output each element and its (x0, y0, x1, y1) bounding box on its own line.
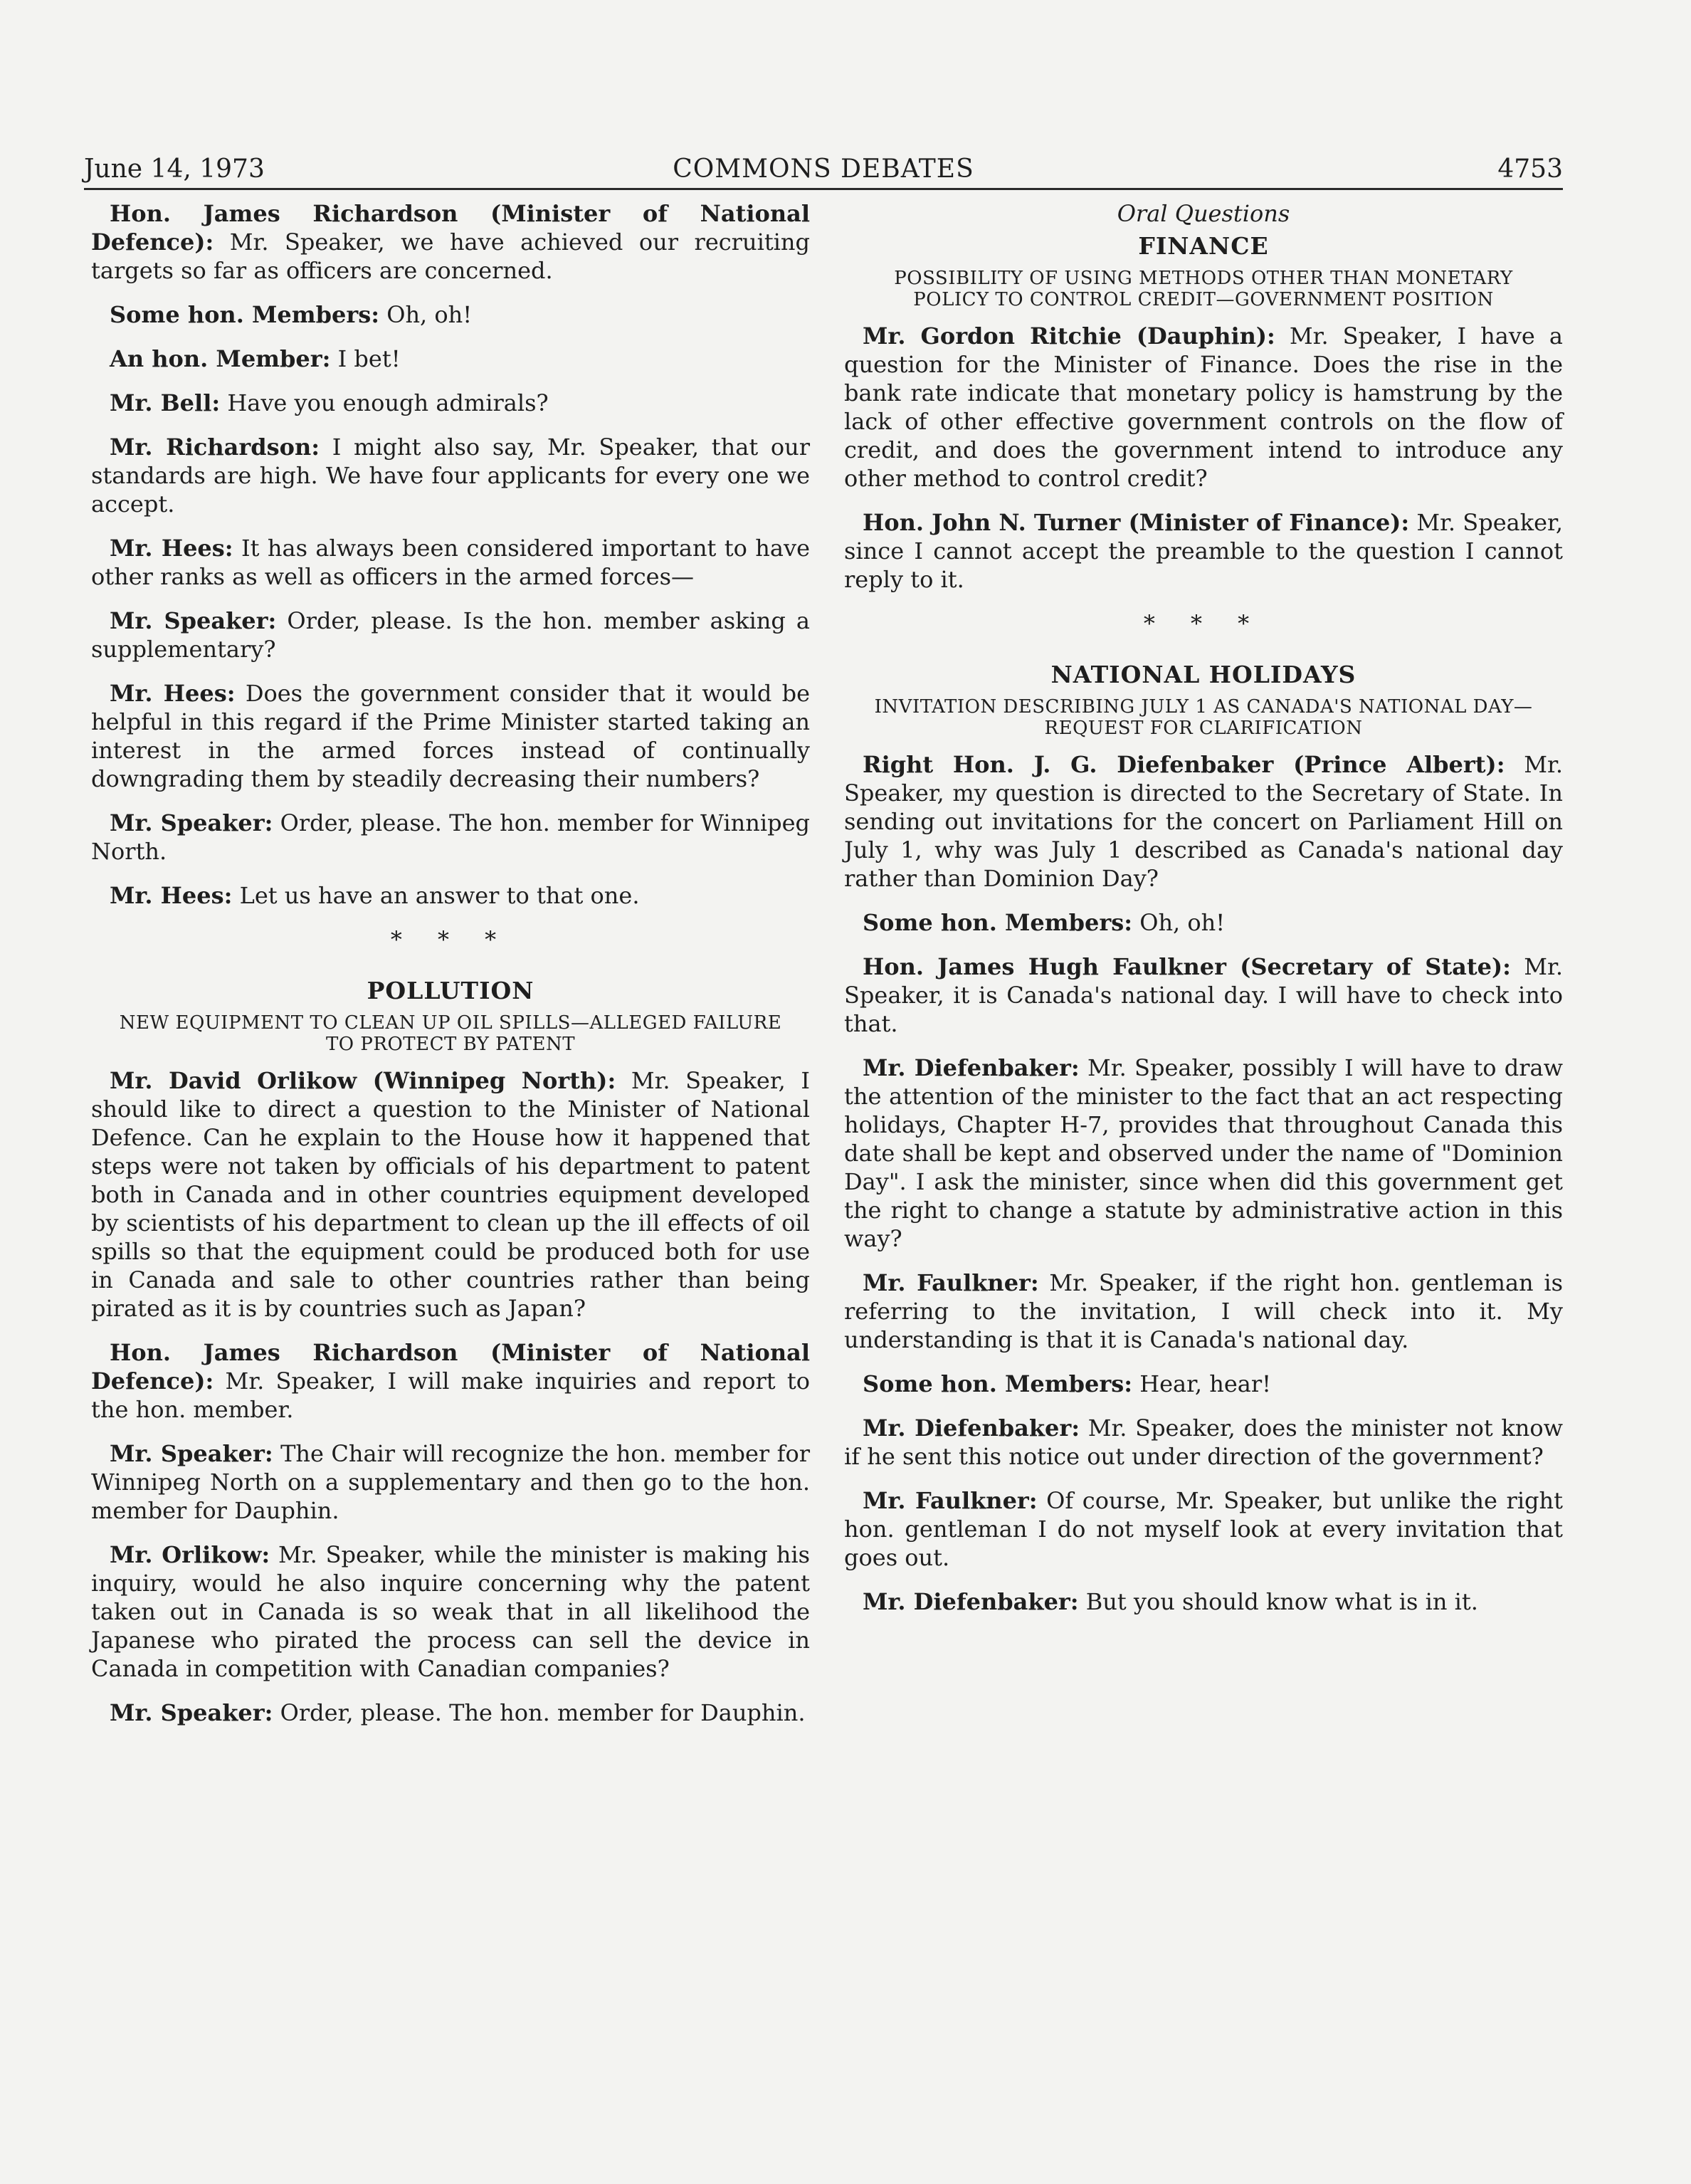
speech-text: Hear, hear! (1132, 1370, 1272, 1397)
speech-text: Mr. Speaker, if the right hon. gentleman is referring to the invitation, I will check into it. My understanding is that it is Canada's national day. (844, 1269, 1564, 1353)
header-date: June 14, 1973 (84, 154, 265, 184)
speech-text: The Chair will recognize the hon. member for Winnipeg North on a supplementary and then go to the hon. member for Dauphin. (91, 1440, 811, 1524)
speaker-name: Hon. John N. Turner (Minister of Finance): (863, 509, 1410, 536)
section-separator: * * * (1143, 610, 1264, 637)
section-separator: * * * (390, 926, 511, 953)
paragraph (844, 322, 1563, 493)
speech-text: But you should know what is in it. (1078, 1588, 1478, 1615)
subheading: POSSIBILITY OF USING METHODS OTHER THAN MONETARY POLICY TO CONTROL CREDIT—GOVERNMENT POSITION (894, 268, 1513, 310)
speaker-name: Hon. James Hugh Faulkner (Secretary of State): (863, 953, 1511, 980)
paragraph (844, 908, 1563, 937)
speech-text: Let us have an answer to that one. (232, 882, 640, 909)
speaker-name: Mr. Richardson: (110, 434, 320, 461)
speaker-name: Some hon. Members: (863, 909, 1133, 936)
section-heading: FINANCE (1138, 232, 1269, 260)
right-column (844, 199, 1563, 1632)
speaker-name: Hon. James Richardson (Minister of National Defence): (91, 200, 810, 256)
paragraph (844, 1370, 1563, 1398)
paragraph (91, 1066, 810, 1323)
header-title: COMMONS DEBATES (673, 154, 974, 184)
speaker-name: Some hon. Members: (110, 301, 380, 328)
speech-text: Mr. Speaker, I will make inquiries and report to the hon. member. (91, 1367, 810, 1423)
page-header (84, 149, 1563, 190)
speaker-name: Mr. Diefenbaker: (863, 1588, 1079, 1615)
section-heading: POLLUTION (367, 977, 534, 1004)
paragraph (91, 534, 810, 591)
paragraph (91, 1439, 810, 1525)
speaker-name: Mr. David Orlikow (Winnipeg North): (110, 1067, 616, 1094)
paragraph (91, 607, 810, 663)
header-page-number: 4753 (1497, 154, 1563, 184)
speech-text: Order, please. Is the hon. member asking a supplementary? (91, 607, 811, 663)
speaker-name: Mr. Speaker: (110, 607, 277, 634)
subheading: INVITATION DESCRIBING JULY 1 AS CANADA'S NATIONAL DAY—REQUEST FOR CLARIFICATION (874, 696, 1533, 739)
speaker-name: Mr. Hees: (110, 882, 233, 909)
speech-text: Mr. Speaker, while the minister is making his inquiry, would he also inquire concerning why the patent taken out in Canada is so weak that in all likelihood the Japanese who pirated the process can sell the device in Canada in competition with Canadian companies? (91, 1541, 811, 1682)
speech-text: Order, please. The hon. member for Dauphin. (273, 1699, 806, 1726)
paragraph (91, 679, 810, 793)
paragraph (844, 1587, 1563, 1616)
paragraph (91, 433, 810, 518)
speaker-name: Some hon. Members: (863, 1370, 1133, 1397)
paragraph (91, 1540, 810, 1683)
speaker-name: Mr. Diefenbaker: (863, 1054, 1080, 1081)
speaker-name: Mr. Gordon Ritchie (Dauphin): (863, 322, 1275, 350)
speaker-name: Mr. Hees: (110, 680, 236, 707)
speaker-name: Mr. Speaker: (110, 1699, 273, 1726)
speaker-name: Mr. Speaker: (110, 1440, 273, 1467)
paragraph (844, 1414, 1563, 1471)
speaker-name: Mr. Faulkner: (863, 1269, 1039, 1296)
speech-text: Mr. Speaker, it is Canada's national day. I will have to check into that. (844, 953, 1564, 1037)
paragraph (844, 750, 1563, 893)
speaker-name: Mr. Diefenbaker: (863, 1414, 1080, 1442)
speech-text: I might also say, Mr. Speaker, that our standards are high. We have four applicants for every one we accept. (91, 434, 811, 518)
speech-text: Mr. Speaker, my question is directed to the Secretary of State. In sending out invitations for the concert on Parliament Hill on July 1, why was July 1 described as Canada's national day rather than Dominion Day? (844, 751, 1564, 892)
speech-text: Oh, oh! (1132, 909, 1226, 936)
speech-text: Mr. Speaker, since I cannot accept the preamble to the question I cannot reply to it. (844, 509, 1564, 593)
paragraph (91, 300, 810, 329)
speaker-name: Mr. Orlikow: (110, 1541, 270, 1568)
paragraph (91, 809, 810, 866)
speech-text: Mr. Speaker, I have a question for the Minister of Finance. Does the rise in the bank rate indicate that monetary policy is hamstrung by the lack of other effective government controls on the flow of credit, and does the government intend to introduce any other method to control credit? (844, 322, 1564, 492)
paragraph (91, 389, 810, 417)
speaker-name: Mr. Bell: (110, 389, 221, 416)
paragraph (91, 345, 810, 373)
speaker-name: Hon. James Richardson (Minister of National Defence): (91, 1339, 810, 1395)
speech-text: It has always been considered important to have other ranks as well as officers in the armed forces— (91, 535, 811, 590)
paragraph (91, 881, 810, 910)
speaker-name: An hon. Member: (110, 345, 331, 372)
paragraph (91, 1699, 810, 1727)
paragraph (844, 1269, 1563, 1354)
section-kicker: Oral Questions (1117, 200, 1290, 227)
section-heading: NATIONAL HOLIDAYS (1050, 661, 1357, 688)
speech-text: Order, please. The hon. member for Winnipeg North. (91, 809, 810, 865)
subheading: NEW EQUIPMENT TO CLEAN UP OIL SPILLS—ALLEGED FAILURE TO PROTECT BY PATENT (119, 1012, 782, 1055)
speaker-name: Right Hon. J. G. Diefenbaker (Prince Albert): (863, 751, 1505, 778)
speaker-name: Mr. Faulkner: (863, 1487, 1038, 1514)
paragraph (844, 1054, 1563, 1253)
left-column (91, 199, 810, 1743)
paragraph (91, 199, 810, 285)
paragraph (844, 1486, 1563, 1572)
speech-text: Oh, oh! (379, 301, 473, 328)
paragraph (844, 508, 1563, 594)
speech-text: Mr. Speaker, I should like to direct a question to the Minister of National Defence. Can he explain to the House how it happened that steps were not taken by officials of his department to patent both in Canada and in other countries equipment developed by scientists of his department to clean up the ill effects of oil spills so that the equipment could be produced both for use in Canada and sale to other countries rather than being pirated as it is by countries such as Japan? (91, 1067, 810, 1322)
speech-text: Mr. Speaker, possibly I will have to draw the attention of the minister to the fact that an act respecting holidays, Chapter H-7, provides that throughout Canada this date shall be kept and observed under the name of "Dominion Day". I ask the minister, since when did this government get the right to change a statute by administrative action in this way? (844, 1054, 1564, 1252)
speech-text: Have you enough admirals? (220, 389, 549, 416)
speaker-name: Mr. Hees: (110, 535, 233, 562)
paragraph (91, 1338, 810, 1424)
speech-text: I bet! (330, 345, 401, 372)
speaker-name: Mr. Speaker: (110, 809, 273, 836)
speech-text: Of course, Mr. Speaker, but unlike the right hon. gentleman I do not myself look at every invitation that goes out. (844, 1487, 1564, 1571)
speech-text: Does the government consider that it would be helpful in this regard if the Prime Minister started taking an interest in the armed forces instead of continually downgrading them by steadily decreasing their numbers? (91, 680, 811, 792)
speech-text: Mr. Speaker, we have achieved our recruiting targets so far as officers are concerned. (91, 229, 810, 284)
paragraph (844, 952, 1563, 1038)
speech-text: Mr. Speaker, does the minister not know if he sent this notice out under direction of the government? (844, 1414, 1564, 1470)
